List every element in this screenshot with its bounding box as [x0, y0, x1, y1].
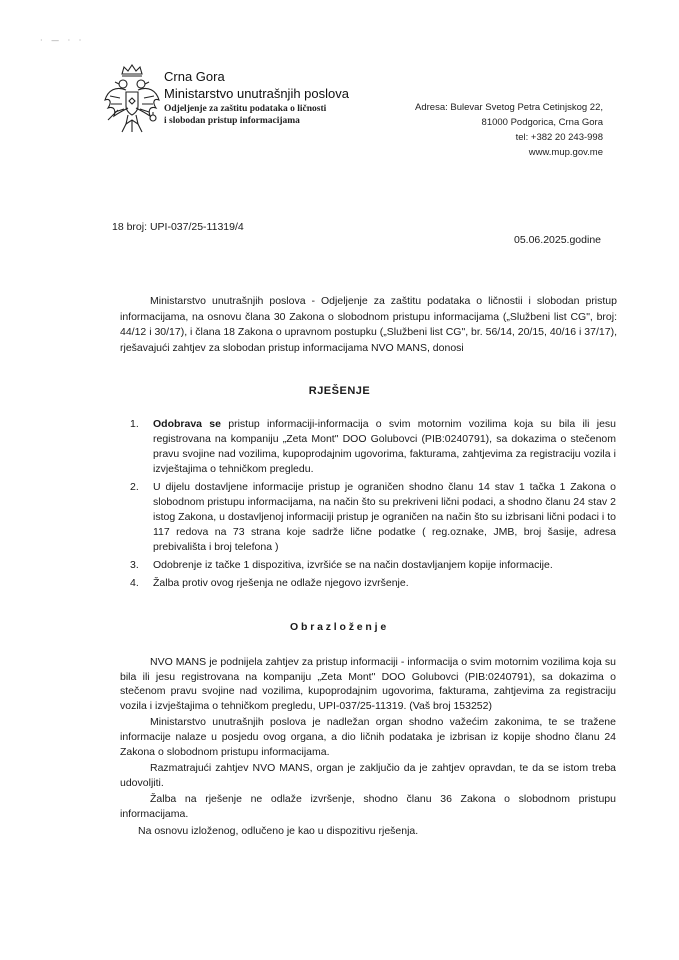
decision-item-text: U dijelu dostavljene informacije pristup je ograničen shodno članu 14 stav 1 tačka 1 Zakona o slobodnom pristupu informacijama, na način što su prekriveni lični podaci, a shodno članu 24 stav 2 istog Zakona, u dostavljenoj informaciji pristup je ograničen na način što su izbrisani lični podaci i to 117 redova na 73 strana koje sadrže lične podatke ( reg.oznake, JMB, broj šasije, adresa prebivališta i broj telefona ) [153, 481, 616, 553]
decision-item-text: pristup informaciji-informacija o svim motornim vozilima koja su bila ili jesu registrovana na kompaniju „Zeta Mont" DOO Golubovci (PIB:0240791), sa dokazima o stečenom pravu svojine nad vozilima, kupoprodajnim ugovorima, fakturama, zahtjevima za registraciju vozila i izvještajima o tehničkom pregledu. [153, 418, 616, 475]
intro-paragraph: Ministarstvo unutrašnjih poslova - Odjeljenje za zaštitu podataka o ličnostii i slobodan pristup informacijama, na osnovu člana 30 Zakona o slobodnom pristupu informacijama („Službeni list CG", broj: 44/12 i 30/17), i člana 18 Zakona o upravnom postupku („Službeni list CG", br. 56/14, 20/15, 40/16 i 37/17), rješavajući zahtjev za slobodan pristup informacijama NVO MANS, donosi [120, 295, 617, 354]
address-website: www.mup.gov.me [528, 147, 603, 158]
address-block [353, 100, 603, 160]
country-name: Crna Gora [164, 69, 225, 84]
department-line-2: i slobodan pristup informacijama [164, 116, 300, 126]
decision-item-number: 1. [130, 418, 139, 430]
coat-of-arms-icon [102, 62, 162, 136]
scan-mark: · — · · [40, 36, 85, 45]
ministry-name: Ministarstvo unutrašnjih poslova [164, 86, 349, 101]
decision-item [130, 417, 616, 477]
decision-item [130, 558, 616, 573]
department-line-1: Odjeljenje za zaštitu podataka o ličnosti [164, 104, 327, 114]
decision-item-number: 4. [130, 577, 139, 589]
reasoning-paragraph: Razmatrajući zahtjev NVO MANS, organ je zaključio da je zahtjev opravdan, te da se istom treba udovoljiti. [120, 762, 616, 789]
reasoning-paragraph: Žalba na rješenje ne odlaže izvršenje, shodno članu 36 Zakona o slobodnom pristupu informacijama. [120, 793, 616, 820]
decision-item-number: 3. [130, 559, 139, 571]
decision-item-bold: Odobrava se [153, 418, 221, 430]
reasoning-paragraph: NVO MANS je podnijela zahtjev za pristup informaciji - informacija o svim motornim vozilima koja su bila ili jesu registrovana na kompaniju „Zeta Mont" DOO Golubovci (PIB:0240791), sa dokazima o stečenom pravu svojine nad vozilima, kupoprodajnim ugovorima, fakturama, zahtjevima za registraciju vozila i izvještajima o tehničkom pregledu, UPI-037/25-11319. (Vaš broj 153252) [120, 656, 616, 712]
reasoning-section [120, 655, 616, 840]
reference-number: 18 broj: UPI-037/25-11319/4 [112, 221, 244, 233]
address-phone: tel: +382 20 243-998 [515, 132, 603, 143]
address-street: Adresa: Bulevar Svetog Petra Cetinjskog 22, [415, 102, 603, 113]
reasoning-paragraph: Ministarstvo unutrašnjih poslova je nadležan organ shodno važećim zakonima, te se tražene informacije nalaze u posjedu ovog organa, a dio ličnih podataka je izbrisan iz kopije shodno članu 24 Zakona o slobodnom pristupu informacijama. [120, 716, 616, 758]
reasoning-title: Obrazloženje [290, 621, 389, 633]
reasoning-paragraph: Na osnovu izloženog, odlučeno je kao u dispozitivu rješenja. [138, 824, 419, 837]
decision-title: RJEŠENJE [308, 385, 371, 397]
decision-item [130, 480, 616, 555]
address-city: 81000 Podgorica, Crna Gora [481, 117, 603, 128]
decision-item-text: Odobrenje iz tačke 1 dispozitiva, izvršiće se na način dostavljanjem kopije informacije. [153, 559, 553, 571]
decision-list [130, 417, 616, 594]
decision-item-text: Žalba protiv ovog rješenja ne odlaže njegovo izvršenje. [153, 577, 409, 589]
decision-item-number: 2. [130, 481, 139, 493]
document-date: 05.06.2025.godine [514, 234, 601, 246]
decision-item [130, 576, 616, 591]
